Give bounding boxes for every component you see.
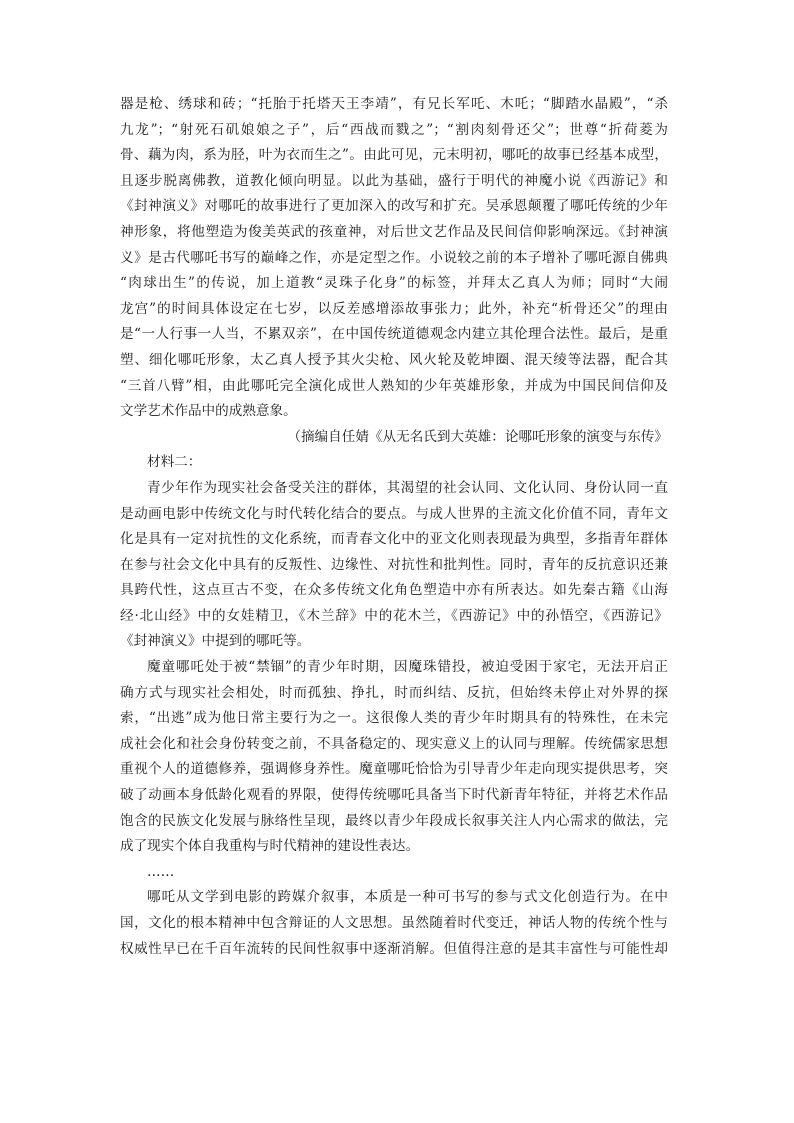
text-line: 骨、藕为肉，系为胫，叶为衣而生之”。由此可见，元末明初，哪吒的故事已经基本成型， [120, 147, 668, 164]
text-line: 具跨代性，这点亘古不变，在众多传统文化角色塑造中亦有所表达。如先秦古籍《山海 [120, 582, 668, 599]
text-line: 在参与社会文化中具有的反叛性、边缘性、对抗性和批判性。同时，青年的反抗意识还兼 [120, 556, 668, 573]
document-body [120, 92, 668, 962]
text-line: 化是具有一定对抗性的文化系统，而青春文化中的亚文化则表现最为典型，多指青年群体 [120, 531, 668, 548]
text-line: “肉球出生”的传说，加上道教“灵珠子化身”的标签，并拜太乙真人为师；同时“大闹 [120, 275, 668, 292]
text-line: 青少年作为现实社会备受关注的群体，其渴望的社会认同、文化认同、身份认同一直 [147, 479, 668, 496]
text-line: 哪吒从文学到电影的跨媒介叙事，本质是一种可书写的参与式文化创造行为。在中 [147, 889, 668, 906]
text-line: 材料二： [147, 454, 202, 471]
text-line: 龙宫”的时间具体设定在七岁，以反差感增添故事张力；此外，补充“析骨还父”的理由 [120, 300, 668, 317]
text-line: 神形象，将他塑造为俊美英武的孩童神，对后世文艺作品及民间信仰影响深远。《封神演 [120, 223, 668, 240]
source-citation: （摘编自任婧《从无名氏到大英雄：论哪吒形象的演变与东传》 [287, 428, 668, 445]
text-line: 权威性早已在千百年流转的民间性叙事中逐渐消解。但值得注意的是其丰富性与可能性却 [120, 940, 668, 957]
text-line: 塑、细化哪吒形象，太乙真人授予其火尖枪、风火轮及乾坤圈、混天绫等法器，配合其 [120, 351, 668, 368]
text-line: 经·北山经》中的女娃精卫，《木兰辞》中的花木兰，《西游记》中的孙悟空，《西游记》 [120, 607, 668, 624]
text-line: 九龙”；“射死石矶娘娘之子”，后“西战而戮之”；“割肉刻骨还父”；世尊“折荷菱为 [120, 121, 668, 138]
text-line: 索，“出逃”成为他日常主要行为之一。这很像人类的青少年时期具有的特殊性，在未完 [120, 710, 668, 727]
text-line: 是动画电影中传统文化与时代转化结合的要点。与成人世界的主流文化价值不同，青年文 [120, 505, 668, 522]
text-line: 文学艺术作品中的成熟意象。 [120, 403, 297, 420]
text-line: 器是枪、绣球和砖；“托胎于托塔天王李靖”，有兄长军吒、木吒；“脚踏水晶殿”，“杀 [120, 96, 668, 112]
text-line: 确方式与现实社会相处，时而孤独、挣扎，时而纠结、反抗，但始终未停止对外界的探 [120, 684, 668, 701]
text-line: 重视个人的道德修养，强调修身养性。魔童哪吒恰恰为引导青少年走向现实提供思考，突 [120, 761, 668, 778]
text-line: 且逐步脱离佛教，道教化倾向明显。以此为基础，盛行于明代的神魔小说《西游记》和 [120, 172, 668, 189]
text-line: 成了现实个体自我重构与时代精神的建设性表达。 [120, 838, 420, 855]
text-line: 成社会化和社会身份转变之前，不具备稳定的、现实意义上的认同与理解。传统儒家思想 [120, 735, 668, 752]
text-line: 义》是古代哪吒书写的巅峰之作，亦是定型之作。小说较之前的本子增补了哪吒源自佛典 [120, 249, 668, 266]
text-line: 破了动画本身低龄化观看的界限，使得传统哪吒具备当下时代新青年特征，并将艺术作品 [120, 787, 668, 804]
text-line: 《封神演义》对哪吒的故事进行了更加深入的改写和扩充。吴承恩颠覆了哪吒传统的少年 [120, 198, 668, 215]
text-line: 国，文化的根本精神中包含辩证的人文思想。虽然随着时代变迁，神话人物的传统个性与 [120, 915, 668, 931]
text-line: 是“一人行事一人当，不累双亲”，在中国传统道德观念内建立其伦理合法性。最后，是重 [120, 326, 668, 343]
text-line: 《封神演义》中提到的哪吒等。 [120, 633, 311, 650]
text-line: …… [147, 863, 175, 880]
text-line: 饱含的民族文化发展与脉络性呈现，最终以青少年段成长叙事关注人内心需求的做法，完 [120, 812, 668, 829]
text-line: “三首八臂”相，由此哪吒完全演化成世人熟知的少年英雄形象，并成为中国民间信仰及 [120, 377, 668, 394]
text-line: 魔童哪吒处于被“禁锢”的青少年时期，因魔珠错投，被迫受困于家宅，无法开启正 [147, 659, 668, 676]
